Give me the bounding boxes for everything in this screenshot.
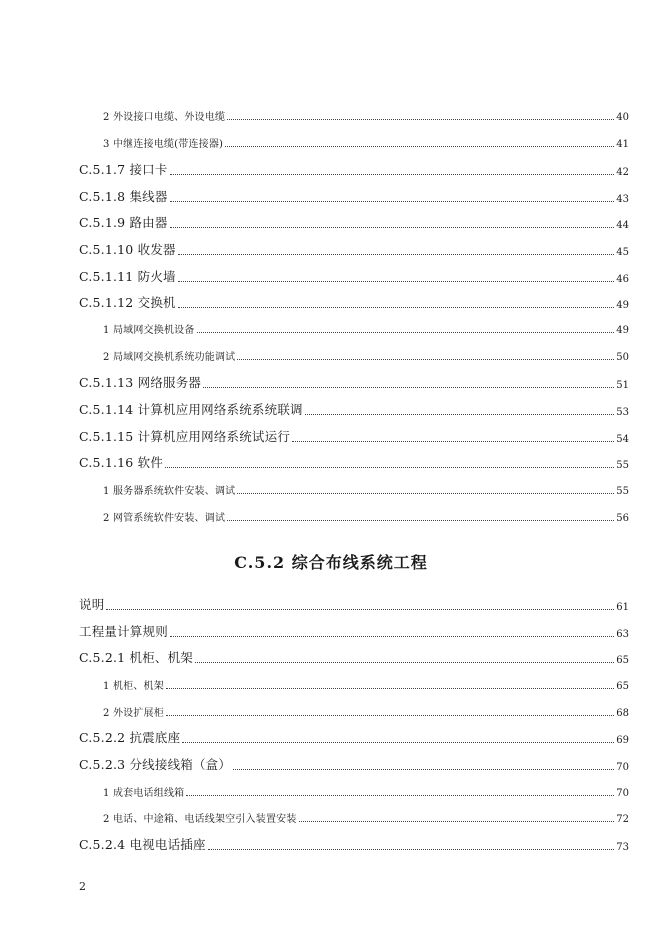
- toc-entry-page: 65: [616, 655, 629, 666]
- toc-entry[interactable]: [79, 269, 629, 285]
- toc-leader-dots: [170, 174, 615, 175]
- toc-leader-dots: [182, 742, 614, 743]
- toc-entry-label: 2 局域网交换机系统功能调试: [103, 352, 236, 363]
- toc-entry-label: C.5.1.15 计算机应用网络系统试运行: [79, 429, 291, 444]
- toc-entry-page: 72: [616, 814, 629, 825]
- toc-entry-page: 55: [616, 486, 629, 497]
- toc-entry-label: 1 成套电话组线箱: [103, 788, 185, 799]
- toc-entry-label: C.5.2.4 电视电话插座: [79, 837, 206, 852]
- toc-entry-label: C.5.1.9 路由器: [79, 215, 168, 230]
- toc-entry-page: 40: [616, 112, 629, 123]
- toc-entry[interactable]: [79, 375, 629, 391]
- toc-entry-label: 1 局域网交换机设备: [103, 325, 195, 336]
- toc-entry-page: 49: [616, 300, 629, 311]
- toc-entry-page: 43: [616, 194, 629, 205]
- toc-entry-page: 68: [616, 708, 629, 719]
- toc-entry-page: 63: [616, 629, 629, 640]
- toc-leader-dots: [166, 688, 614, 689]
- toc-entry[interactable]: [79, 757, 629, 773]
- toc-leader-dots: [195, 662, 614, 663]
- toc-leader-dots: [170, 201, 615, 202]
- toc-leader-dots: [197, 332, 615, 333]
- toc-leader-dots: [170, 636, 614, 637]
- toc-entry-page: 44: [616, 220, 629, 231]
- toc-entry[interactable]: [103, 511, 629, 524]
- toc-entry-label: C.5.1.10 收发器: [79, 242, 176, 257]
- toc-entry-label: 2 外设接口电缆、外设电缆: [103, 112, 226, 123]
- toc-leader-dots: [237, 359, 614, 360]
- toc-leader-dots: [165, 467, 614, 468]
- toc-leader-dots: [227, 520, 614, 521]
- toc-entry-label: 1 服务器系统软件安装、调试: [103, 486, 236, 497]
- toc-leader-dots: [166, 715, 614, 716]
- toc-entry-label: C.5.1.12 交换机: [79, 295, 176, 310]
- footer-page-number: 2: [79, 880, 86, 893]
- toc-leader-dots: [106, 609, 614, 610]
- toc-entry[interactable]: [103, 812, 629, 825]
- toc-entry[interactable]: [103, 706, 629, 719]
- toc-entry-label: 3 中继连接电缆(带连接器): [103, 139, 224, 150]
- toc-leader-dots: [178, 307, 615, 308]
- toc-entry-page: 65: [616, 681, 629, 692]
- toc-entry-page: 73: [616, 842, 629, 853]
- toc-entry-label: C.5.1.8 集线器: [79, 189, 168, 204]
- toc-entry-label: C.5.2.1 机柜、机架: [79, 650, 193, 665]
- toc-entry-page: 61: [616, 602, 629, 613]
- toc-entry-page: 55: [616, 460, 629, 471]
- toc-entry-label: 说明: [79, 597, 105, 612]
- toc-entry[interactable]: [79, 650, 629, 666]
- toc-entry[interactable]: [103, 484, 629, 497]
- toc-entry-page: 50: [616, 352, 629, 363]
- toc-entry-page: 54: [616, 434, 629, 445]
- toc-entry[interactable]: [79, 455, 629, 471]
- toc-entry-page: 49: [616, 325, 629, 336]
- toc-entry-page: 46: [616, 274, 629, 285]
- toc-entry-page: 41: [616, 139, 629, 150]
- toc-entry[interactable]: [79, 837, 629, 853]
- toc-entry-label: C.5.1.7 接口卡: [79, 162, 168, 177]
- toc-entry[interactable]: [79, 189, 629, 205]
- toc-leader-dots: [208, 849, 615, 850]
- toc-entry-label: C.5.1.14 计算机应用网络系统系统联调: [79, 402, 303, 417]
- toc-entry-page: 69: [616, 735, 629, 746]
- toc-entry-label: C.5.1.13 网络服务器: [79, 375, 202, 390]
- toc-leader-dots: [292, 441, 614, 442]
- toc-leader-dots: [203, 387, 614, 388]
- toc-entry[interactable]: [79, 597, 629, 613]
- toc-entry[interactable]: [79, 242, 629, 258]
- toc-entry[interactable]: [79, 730, 629, 746]
- toc-entry[interactable]: [103, 350, 629, 363]
- toc-leader-dots: [299, 821, 615, 822]
- toc-entry[interactable]: [79, 162, 629, 178]
- toc-leader-dots: [227, 119, 614, 120]
- toc-leader-dots: [305, 414, 615, 415]
- toc-leader-dots: [178, 254, 615, 255]
- toc-entry[interactable]: [79, 402, 629, 418]
- toc-entry[interactable]: [79, 624, 629, 640]
- toc-entry-label: 2 网管系统软件安装、调试: [103, 513, 226, 524]
- toc-entry-label: C.5.1.16 软件: [79, 455, 164, 470]
- toc-entry[interactable]: [79, 429, 629, 445]
- toc-entry-page: 45: [616, 247, 629, 258]
- toc-leader-dots: [170, 227, 615, 228]
- toc-entry-page: 42: [616, 167, 629, 178]
- toc-leader-dots: [225, 146, 614, 147]
- toc-entry[interactable]: [103, 137, 629, 150]
- toc-entry[interactable]: [79, 215, 629, 231]
- toc-entry-label: 1 机柜、机架: [103, 681, 164, 692]
- toc-entry-label: C.5.2.2 抗震底座: [79, 730, 181, 745]
- toc-entry[interactable]: [103, 323, 629, 336]
- toc-entry-label: C.5.1.11 防火墙: [79, 269, 176, 284]
- toc-entry[interactable]: [103, 786, 629, 799]
- toc-entry-page: 53: [616, 407, 629, 418]
- toc-entry[interactable]: [79, 295, 629, 311]
- section-heading: C.5.2 综合布线系统工程: [234, 553, 428, 572]
- toc-entry[interactable]: [103, 110, 629, 123]
- toc-leader-dots: [178, 281, 615, 282]
- toc-entry-page: 51: [616, 380, 629, 391]
- toc-entry-label: C.5.2.3 分线接线箱（盒）: [79, 757, 232, 772]
- toc-entry-page: 56: [616, 513, 629, 524]
- toc-leader-dots: [233, 769, 614, 770]
- toc-entry-page: 70: [616, 788, 629, 799]
- toc-entry-label: 2 外设扩展柜: [103, 708, 164, 719]
- toc-entry-label: 工程量计算规则: [79, 624, 168, 639]
- toc-entry[interactable]: [103, 679, 629, 692]
- toc-leader-dots: [237, 493, 614, 494]
- toc-entry-page: 70: [616, 762, 629, 773]
- toc-entry-label: 2 电话、中途箱、电话线架空引入装置安装: [103, 814, 297, 825]
- toc-leader-dots: [186, 795, 614, 796]
